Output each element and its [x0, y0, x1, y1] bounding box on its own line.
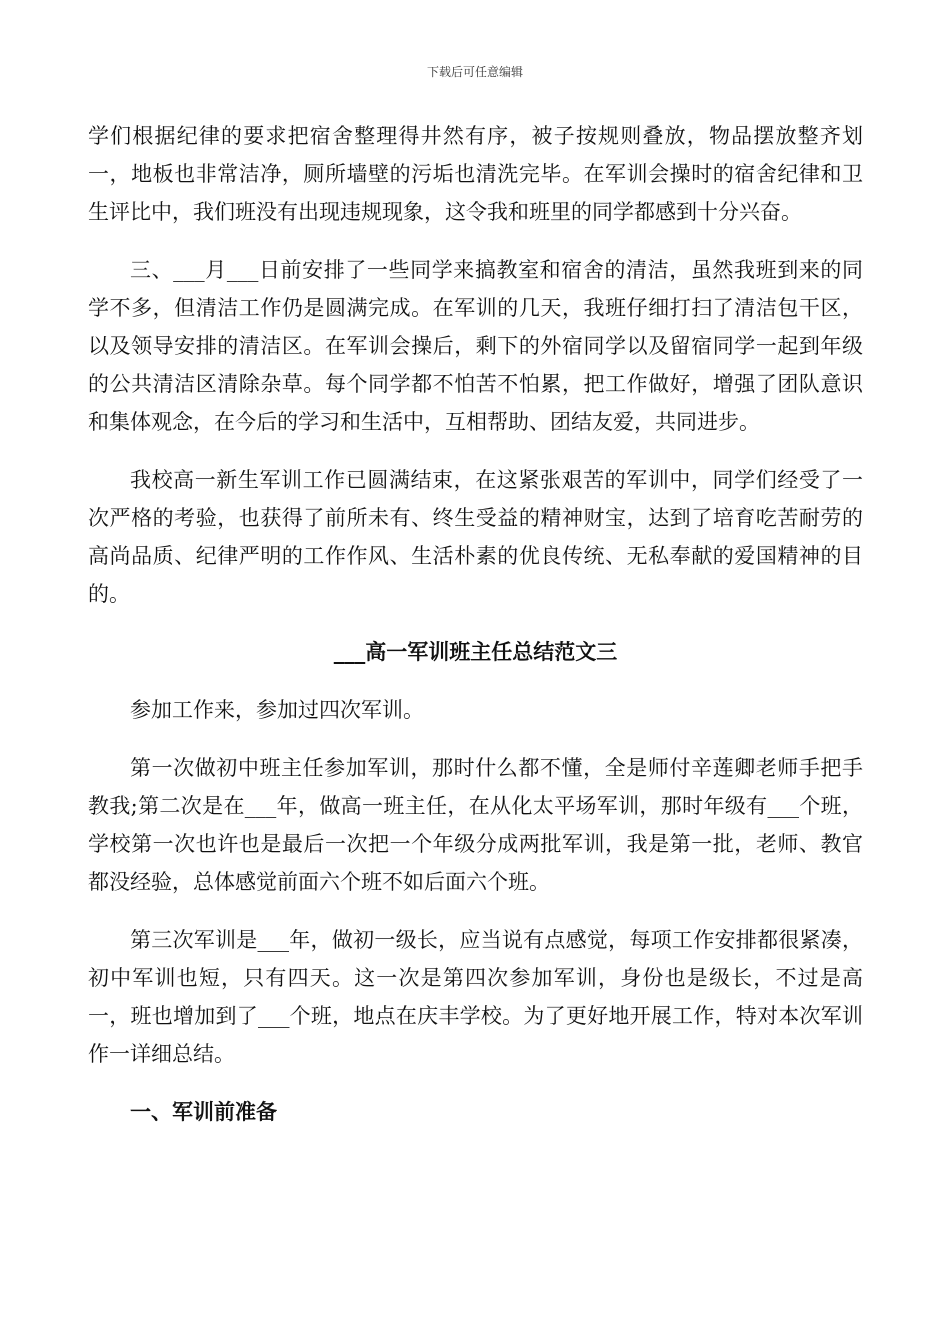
paragraph-first-training: 第一次做初中班主任参加军训，那时什么都不懂，全是师付辛莲卿老师手把手教我;第二次是在___年，做高一班主任，在从化太平场军训，那时年级有___个班，学校第一次也许也是最后一次把一个年级分成两批军训，我是第一批，老师、教官都没经验，总体感觉前面六个班不如后面六个班。 — [88, 756, 863, 894]
paragraph-intro: 参加工作来，参加过四次军训。 — [130, 698, 424, 722]
paragraph-conclusion: 我校高一新生军训工作已圆满结束，在这紧张艰苦的军训中，同学们经受了一次严格的考验，也获得了前所未有、终生受益的精神财宝，达到了培育吃苦耐劳的高尚品质、纪律严明的工作作风、生活朴素的优良传统、无私奉献的爱国精神的目的。 — [88, 468, 863, 606]
page-header-note: 下载后可任意编辑 — [426, 65, 523, 79]
subsection-heading: 一、军训前准备 — [130, 1099, 277, 1124]
document-body — [88, 117, 863, 1131]
paragraph-cleaning: 三、___月___日前安排了一些同学来搞教室和宿舍的清洁，虽然我班到来的同学不多，但清洁工作仍是圆满完成。在军训的几天，我班仔细打扫了清洁包干区，以及领导安排的清洁区。在军训会操后，剩下的外宿同学以及留宿同学一起到年级的公共清洁区清除杂草。每个同学都不怕苦不怕累，把工作做好，增强了团队意识和集体观念，在今后的学习和生活中，互相帮助、团结友爱，共同进步。 — [88, 258, 863, 434]
paragraph-third-training: 第三次军训是___年，做初一级长，应当说有点感觉，每项工作安排都很紧凑，初中军训也短，只有四天。这一次是第四次参加军训，身份也是级长，不过是高一，班也增加到了___个班，地点在庆丰学校。为了更好地开展工作，特对本次军训作一详细总结。 — [88, 928, 863, 1066]
section-title: ___高一军训班主任总结范文三 — [333, 639, 618, 664]
paragraph-dormitory: 学们根据纪律的要求把宿舍整理得井然有序，被子按规则叠放，物品摆放整齐划一，地板也非常洁净，厕所墙壁的污垢也清洗完毕。在军训会操时的宿舍纪律和卫生评比中，我们班没有出现违规现象，这令我和班里的同学都感到十分兴奋。 — [88, 124, 863, 224]
